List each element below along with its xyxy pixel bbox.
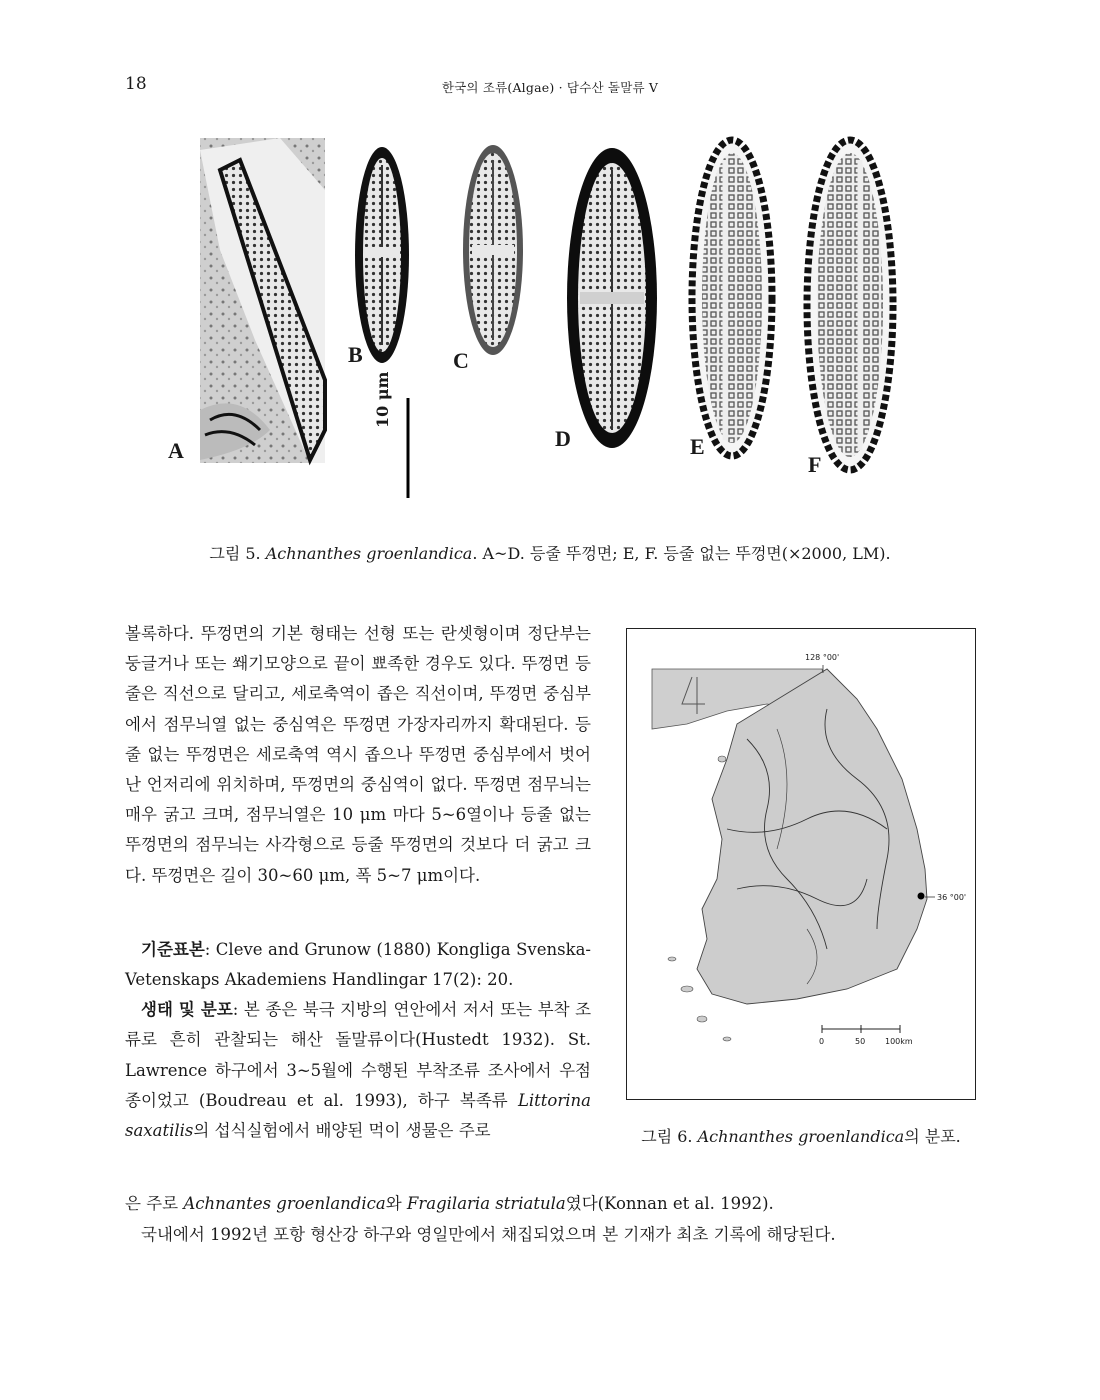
panel-label-c: C	[453, 348, 469, 373]
micrograph-illustration	[160, 130, 920, 510]
scale-tick-100km: 100km	[885, 1037, 913, 1046]
panel-a-image	[200, 138, 325, 463]
page-number: 18	[125, 74, 147, 94]
scale-bar-label: 10 μm	[373, 371, 392, 428]
scale-tick-0: 0	[819, 1037, 825, 1046]
figure-6-caption: 그림 6. Achnanthes groenlandica의 분포.	[641, 1127, 961, 1146]
panel-f-image	[807, 140, 893, 470]
scale-tick-50: 50	[855, 1037, 866, 1046]
description-paragraph: 볼록하다. 뚜껑면의 기본 형태는 선형 또는 란셋형이며 정단부는 둥글거나 또는 쐐기모양으로 끝이 뾰족한 경우도 있다. 뚜껑면 등줄은 직선으로 달리고, 세로축역이 좁은 직선이며, 뚜껑면 중심부에서 점무늬열 없는 중심역은 뚜껑면 가장자리까지 확대된다. 등줄 없는 뚜껑면은 세로축역 역시 좁으나 뚜껑면 중심부에서 벗어난 언저리에 위치하며, 뚜껑면의 중심역이 없다. 뚜껑면 점무늬는 매우 굵고 크며, 점무늬열은 10 μm 마다 5~6열이나 등줄 없는 뚜껑면의 점무늬는 사각형으로 등줄 뚜껑면의 것보다 더 굵고 크다. 뚜껑면은 길이 30~60 μm, 폭 5~7 μm이다.	[125, 624, 591, 885]
ecology-paragraph: 생태 및 분포: 본 종은 북극 지방의 연안에서 저서 또는 부착 조류로 흔히 관찰되는 해산 돌말류이다(Hustedt 1932). St. Lawrence 하구에서 3~5월에 수행된 부착조류 조사에서 우점종이었고 (Boudreau et al. 1993), 하구 복족류 Littorina saxatilis의 섭식실험에서 배양된 먹이 생물은 주로	[125, 1000, 592, 1141]
korea-map	[627, 629, 975, 1099]
running-title: 한국의 조류(Algae) · 담수산 돌말류 V	[441, 80, 659, 95]
longitude-label: 128 °00'	[805, 653, 840, 662]
panel-d-image	[567, 148, 657, 448]
panel-e-image	[692, 140, 772, 456]
body-text-column	[125, 619, 591, 1146]
figure-5-plate	[160, 130, 920, 510]
panel-label-d: D	[555, 426, 571, 451]
panel-label-f: F	[808, 452, 822, 477]
panel-label-b: B	[348, 342, 363, 367]
panel-b-image	[355, 147, 409, 363]
panel-label-a: A	[168, 438, 184, 463]
sampling-site-marker	[918, 893, 925, 900]
panel-c-image	[463, 145, 523, 355]
latitude-label: 36 °00'	[937, 893, 967, 902]
panel-label-e: E	[690, 434, 705, 459]
type-specimen-paragraph: 기준표본: Cleve and Grunow (1880) Kongliga Svenska-Vetenskaps Akademiens Handlingar 17(2): 20.	[125, 939, 591, 990]
figure-6-map	[626, 628, 976, 1100]
figure-5-caption: 그림 5. Achnanthes groenlandica. A~D. 등줄 뚜껑면; E, F. 등줄 없는 뚜껑면(×2000, LM).	[209, 544, 891, 563]
korea-record-paragraph: 국내에서 1992년 포항 형산강 하구와 영일만에서 채집되었으며 본 기재가 최초 기록에 해당된다.	[141, 1225, 836, 1244]
ecology-paragraph-continued: 은 주로 Achnantes groenlandica와 Fragilaria striatula였다(Konnan et al. 1992).	[125, 1194, 774, 1213]
